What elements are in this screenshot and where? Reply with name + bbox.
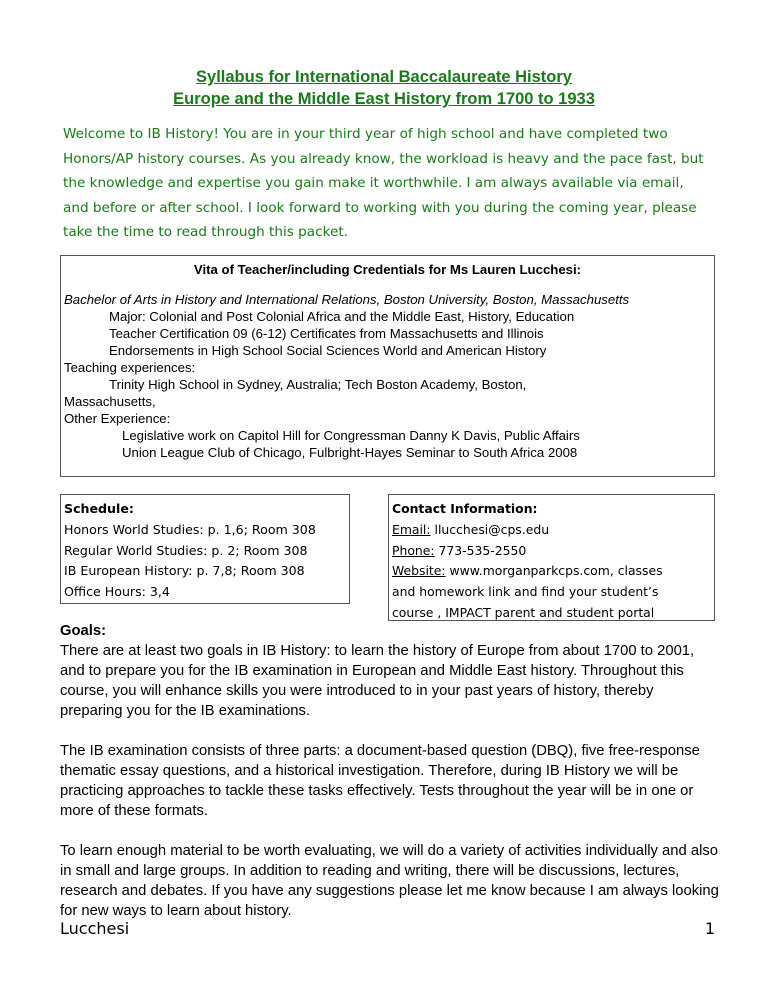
syllabus-title [60, 66, 708, 110]
teacher-vita-box [60, 255, 715, 477]
vita-teaching-label: Teaching experiences: [64, 360, 196, 375]
schedule-item: Office Hours: 3,4 [64, 584, 170, 600]
website-label: Website: [392, 563, 446, 579]
phone-label: Phone: [392, 542, 435, 558]
email-label: Email: [392, 521, 431, 537]
vita-degree: Bachelor of Arts in History and International Relations, Boston University, Boston, Massachusetts [64, 292, 630, 307]
schedule-item: Regular World Studies: p. 2; Room 308 [64, 542, 308, 558]
goals-section [60, 621, 720, 941]
schedule-item: IB European History: p. 7,8; Room 308 [64, 563, 305, 579]
vita-other-1: Legislative work on Capitol Hill for Congressman Danny K Davis, Public Affairs [122, 428, 580, 443]
contact-box [388, 494, 715, 621]
vita-teaching-1: Trinity High School in Sydney, Australia; Tech Boston Academy, Boston, [109, 377, 527, 392]
website-note-1: and homework link and find your student’s [392, 584, 659, 600]
vita-other-label: Other Experience: [64, 411, 171, 426]
schedule-box [60, 494, 350, 604]
schedule-heading: Schedule: [64, 501, 134, 516]
title-line-2: Europe and the Middle East History from 1700 to 1933 [173, 90, 595, 108]
goals-paragraph-1: There are at least two goals in IB History: to learn the history of Europe from about 1700 to 2001, and to prepare you for the IB examination in European and Middle East history. Throughout this course, you will enhance skills you were introduced to in your past years of history, thereby preparing you for the IB examinations. [60, 643, 695, 719]
welcome-paragraph: Welcome to IB History! You are in your third year of high school and have completed two Honors/AP history courses. As you already know, the workload is heavy and the pace fast, but the knowledge and expertise you gain make it worthwhile. I am always available via email, and before or after school. I look forward to working with you during the coming year, please take the time to read through this packet. [63, 126, 704, 240]
footer-author: Lucchesi [60, 919, 130, 938]
vita-certification: Teacher Certification 09 (6-12) Certificates from Massachusetts and Illinois [109, 326, 544, 341]
contact-website [392, 561, 714, 582]
goals-paragraph-3: To learn enough material to be worth evaluating, we will do a variety of activities individually and also in small and large groups. In addition to reading and writing, there will be discussions, lectures, research and debates. If you have any suggestions please let me know because I am always looking for new ways to learn about history. [60, 843, 719, 919]
contact-heading: Contact Information: [392, 501, 538, 516]
vita-heading: Vita of Teacher/including Credentials for Ms Lauren Lucchesi: [193, 262, 582, 277]
email-address[interactable]: llucchesi@cps.edu [430, 521, 550, 537]
goals-heading: Goals: [60, 623, 107, 639]
vita-other-2: Union League Club of Chicago, Fulbright-Hayes Seminar to South Africa 2008 [122, 445, 578, 460]
contact-email [392, 520, 714, 541]
contact-phone [392, 541, 714, 562]
vita-major: Major: Colonial and Post Colonial Africa and the Middle East, History, Education [109, 309, 575, 324]
title-line-1: Syllabus for International Baccalaureate History [196, 68, 572, 86]
page-number: 1 [704, 919, 715, 938]
vita-teaching-2: Massachusetts, [64, 394, 156, 409]
website-note-2: course , IMPACT parent and student portal [392, 604, 655, 620]
phone-number: 773-535-2550 [434, 542, 527, 558]
goals-paragraph-2: The IB examination consists of three parts: a document-based question (DBQ), five free-response thematic essay questions, and a historical investigation. Therefore, during IB History we will be practicing approaches to tackle these tasks effectively. Tests throughout the year will be in one or more of these formats. [60, 743, 700, 819]
website-url[interactable]: www.morganparkcps.com, classes [445, 563, 663, 579]
schedule-item: Honors World Studies: p. 1,6; Room 308 [64, 521, 316, 537]
vita-endorsements: Endorsements in High School Social Sciences World and American History [109, 343, 547, 358]
